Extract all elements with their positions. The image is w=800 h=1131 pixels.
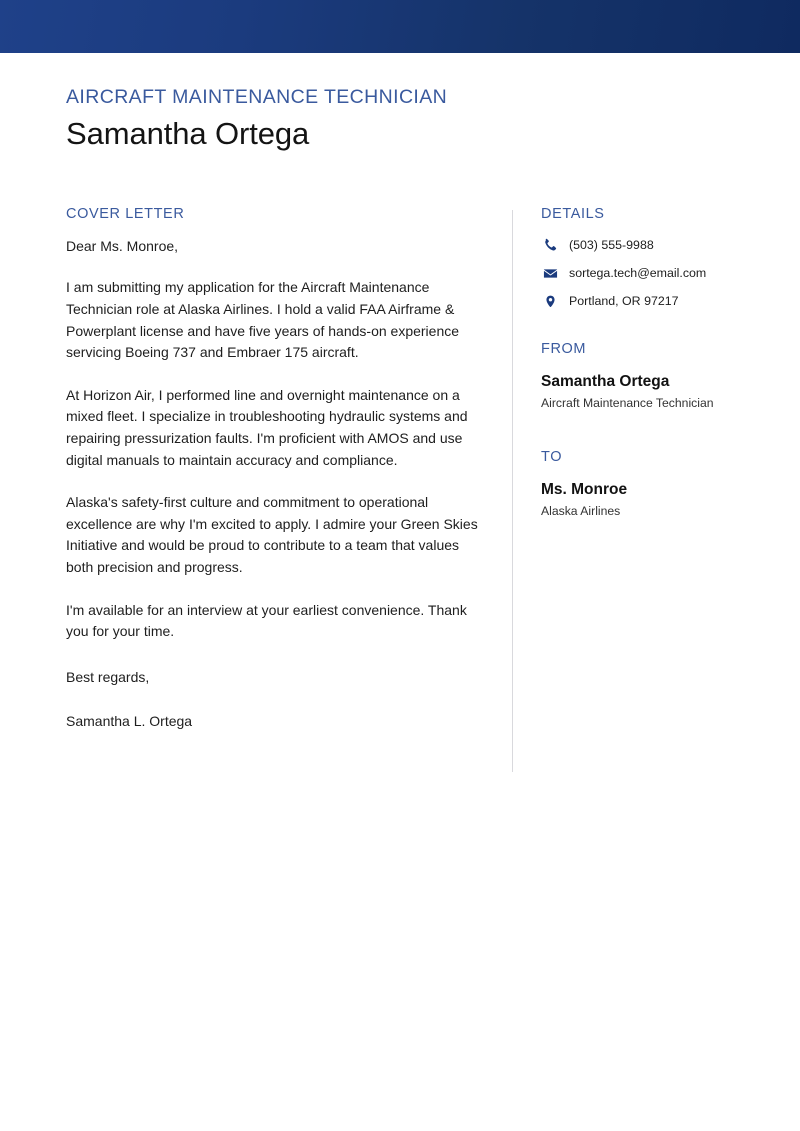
detail-email-value: sortega.tech@email.com	[569, 266, 707, 281]
from-subtitle: Aircraft Maintenance Technician	[541, 395, 714, 410]
detail-location-value: Portland, OR 97217	[569, 294, 679, 309]
detail-phone-value: (503) 555-9988	[569, 238, 654, 253]
letter-paragraph-4: I'm available for an interview at your earliest convenience. Thank you for your time.	[66, 601, 467, 640]
location-pin-icon	[541, 292, 559, 310]
header-color-band	[0, 0, 800, 53]
from-heading: FROM	[541, 341, 587, 358]
phone-icon	[541, 236, 559, 254]
sidebar-column	[541, 206, 771, 519]
details-heading: DETAILS	[541, 206, 605, 222]
detail-row-email	[541, 264, 771, 282]
to-group	[541, 449, 771, 519]
job-title: AIRCRAFT MAINTENANCE TECHNICIAN	[66, 86, 448, 108]
detail-row-phone	[541, 236, 771, 254]
letter-signature: Samantha L. Ortega	[66, 712, 193, 729]
letter-signoff: Best regards,	[66, 668, 150, 685]
from-group	[541, 341, 771, 411]
column-divider	[512, 210, 513, 772]
cover-letter-heading: COVER LETTER	[66, 206, 185, 222]
envelope-icon	[541, 264, 559, 282]
candidate-name: Samantha Ortega	[66, 116, 310, 152]
from-name: Samantha Ortega	[541, 372, 670, 390]
letter-paragraph-2: At Horizon Air, I performed line and overnight maintenance on a mixed fleet. I specialize in troubleshooting hydraulic systems and repairing pressurization faults. I'm proficient with AMOS and use digital manuals to maintain accuracy and compliance.	[66, 386, 468, 468]
letter-paragraph-1: I am submitting my application for the Aircraft Maintenance Technician role at Alaska Airlines. I hold a valid FAA Airframe & Powerplant license and have five years of hands-on experience servicing Boeing 737 and Embraer 175 aircraft.	[66, 279, 460, 361]
letter-column	[66, 206, 484, 731]
to-name: Ms. Monroe	[541, 480, 628, 498]
letter-paragraph-3: Alaska's safety-first culture and commitment to operational excellence are why I'm excited to apply. I admire your Green Skies Initiative and would be proud to contribute to a team that values both precision and progress.	[66, 494, 478, 575]
to-heading: TO	[541, 449, 563, 466]
detail-row-location	[541, 292, 771, 310]
letter-salutation: Dear Ms. Monroe,	[66, 238, 179, 255]
to-subtitle: Alaska Airlines	[541, 503, 621, 518]
title-block	[66, 86, 706, 154]
